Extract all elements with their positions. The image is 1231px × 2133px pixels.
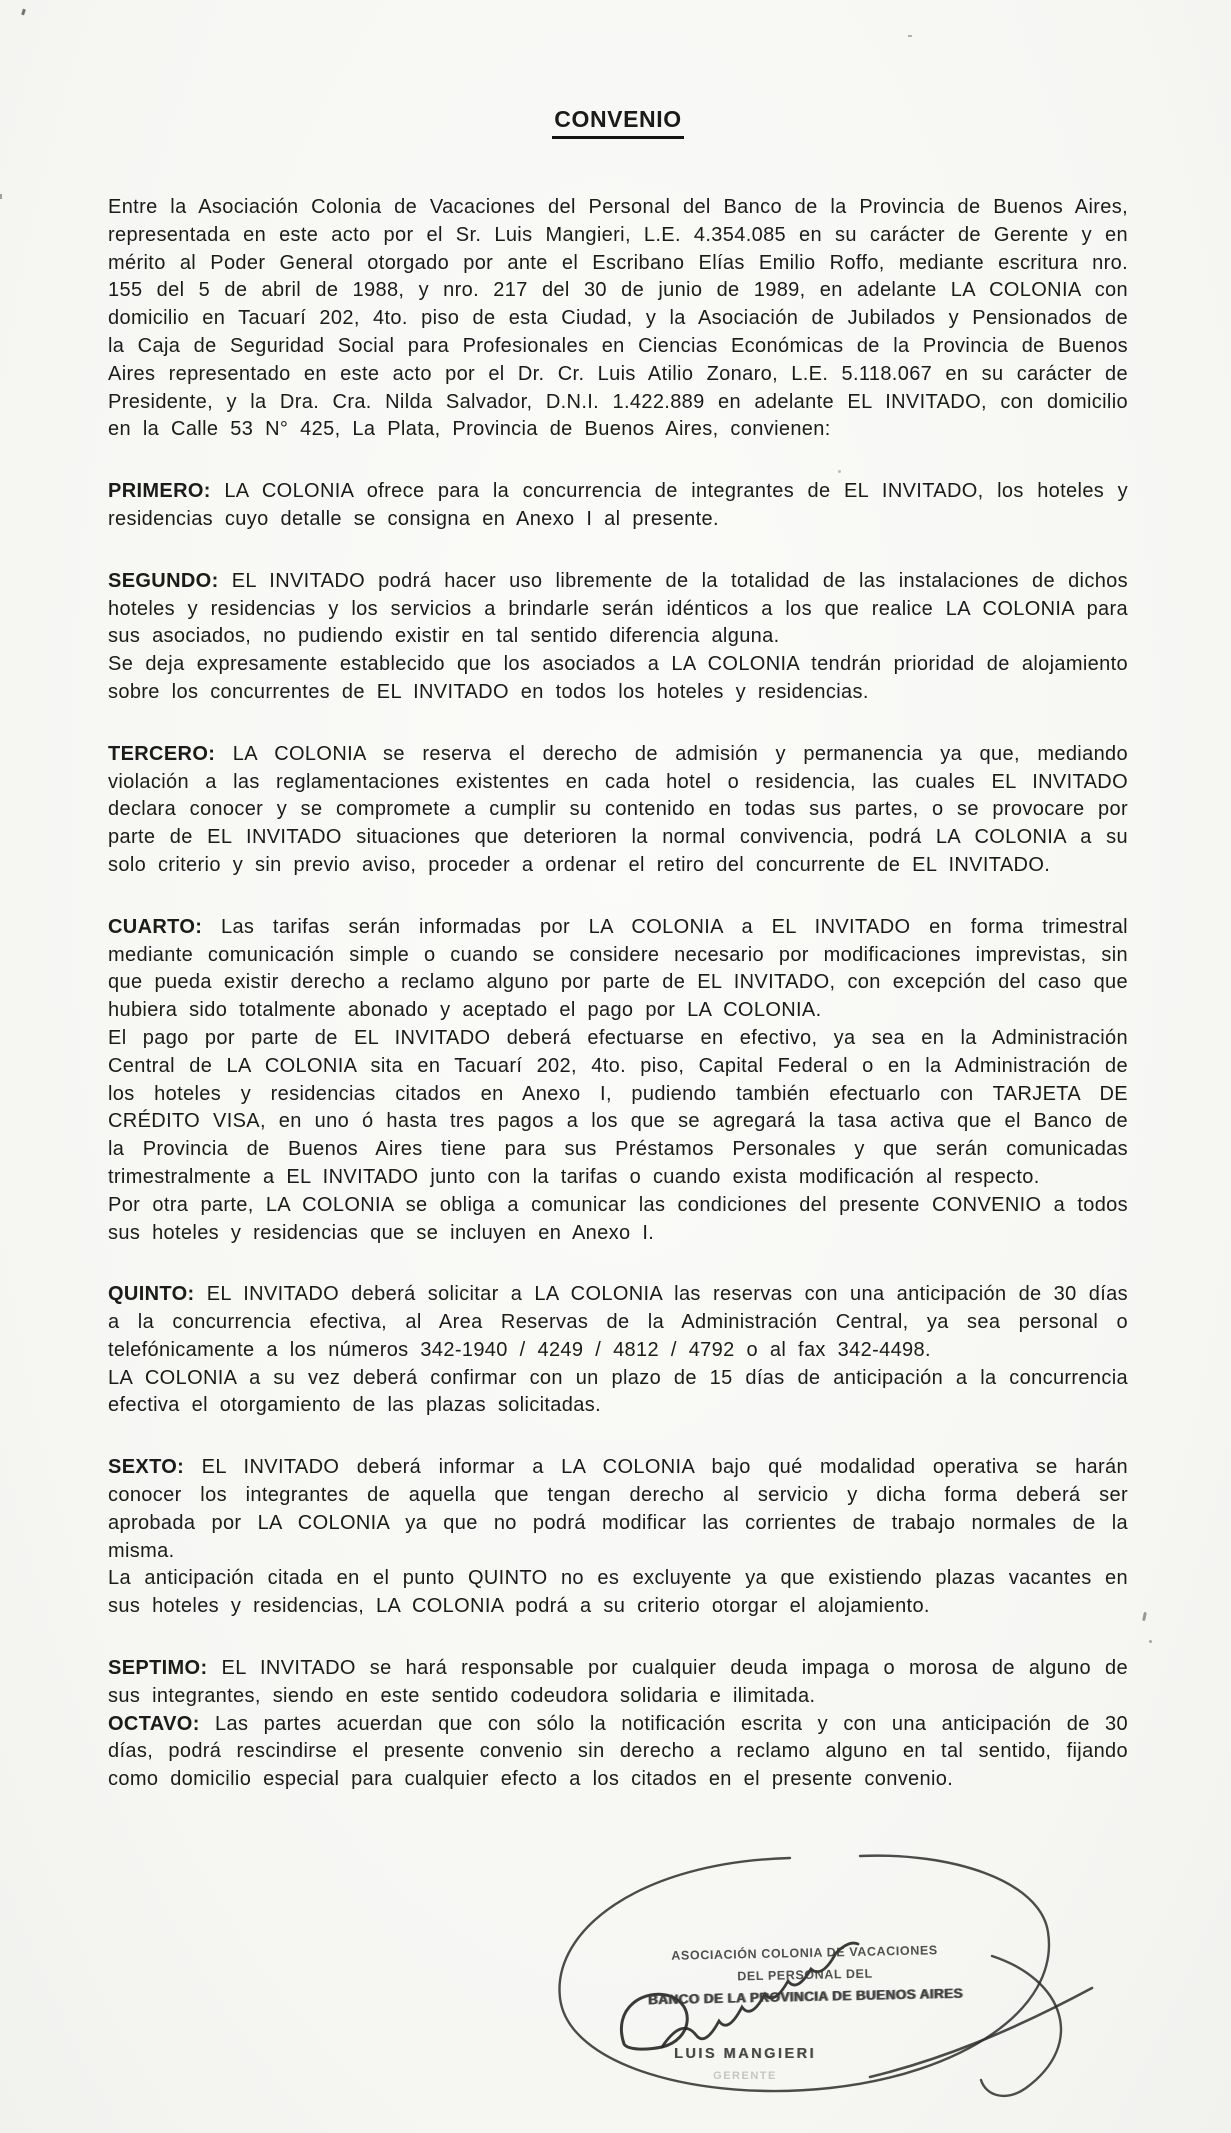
clause-label: TERCERO: xyxy=(108,742,216,765)
clause-quinto-continuation xyxy=(108,1365,1128,1421)
stamp-line-2: DEL PERSONAL DEL xyxy=(737,1966,873,1984)
clause-quinto xyxy=(108,1281,1128,1364)
clause-sexto-continuation xyxy=(108,1565,1128,1621)
page-title xyxy=(108,103,1128,139)
signature-block xyxy=(0,1830,1231,2130)
clause-body: Por otra parte, LA COLONIA se obliga a comunicar las condiciones del presente CONVENIO a todos sus hoteles y residencias que se incluyen en Anexo I. xyxy=(108,1193,1128,1244)
scan-artifact xyxy=(1142,1612,1147,1621)
signer-name: LUIS MANGIERI xyxy=(673,2046,817,2062)
clause-cuarto-continuation-1 xyxy=(108,1025,1128,1192)
clause-label: PRIMERO: xyxy=(108,480,211,503)
scan-artifact xyxy=(1149,1640,1152,1643)
clause-body: LA COLONIA a su vez deberá confirmar con un plazo de 15 días de anticipación a la concurrencia efectiva el otorgamiento de las plazas solicitadas. xyxy=(108,1366,1128,1417)
scan-artifact xyxy=(0,194,2,199)
clause-octavo xyxy=(108,1711,1128,1794)
clause-cuarto xyxy=(108,914,1128,1025)
clause-label: SEXTO: xyxy=(108,1456,185,1479)
organization-stamp xyxy=(574,1937,1035,2013)
clause-body: El pago por parte de EL INVITADO deberá efectuarse en efectivo, ya sea en la Administración Central de LA COLONIA sita en Tacuarí 202, 4to. piso, Capital Federal o en la Administración de los hoteles y residencias citados en Anexo I, pudiendo también efectuarlo con TARJETA DE CRÉDITO VISA, en uno ó hasta tres pagos a los que se agregará la tasa activa que el Banco de la Provincia de Buenos Aires tiene para sus Préstamos Personales y que serán comunicadas trimestralmente a EL INVITADO junto con la tarifas o cuando exista modificación al respecto. xyxy=(108,1026,1128,1188)
clause-body: LA COLONIA se reserva el derecho de admisión y permanencia ya que, mediando violación a las reglamentaciones existentes en cada hotel o residencia, las cuales EL INVITADO declara conocer y se compromete a cumplir su contenido en todas sus partes, o se provocare por parte de EL INVITADO situaciones que deterioren la normal convivencia, podrá LA COLONIA a su solo criterio y sin previo aviso, proceder a ordenar el retiro del concurrente de EL INVITADO. xyxy=(108,742,1128,876)
clause-tercero xyxy=(108,741,1128,880)
clause-body: Las tarifas serán informadas por LA COLONIA a EL INVITADO en forma trimestral mediante comunicación simple o cuando se considere necesario por modificaciones imprevistas, sin que pueda existir derecho a reclamo alguno por parte de EL INVITADO, con excepción del caso que hubiera sido totalmente abonado y aceptado el pago por LA COLONIA. xyxy=(108,915,1128,1022)
document-body xyxy=(108,0,1128,1794)
stamp-line-3: BANCO DE LA PROVINCIA DE BUENOS AIRES xyxy=(647,1985,963,2008)
clause-body: EL INVITADO deberá solicitar a LA COLONIA las reservas con una anticipación de 30 días a la concurrencia efectiva, al Area Reservas de la Administración Central, ya sea personal o telefónicamente a los números 342-1940 / 4249 / 4812 / 4792 o al fax 342-4498. xyxy=(108,1283,1128,1361)
clause-label: CUARTO: xyxy=(108,915,203,938)
clause-body: La anticipación citada en el punto QUINTO no es excluyente ya que existiendo plazas vacantes en sus hoteles y residencias, LA COLONIA podrá a su criterio otorgar el alojamiento. xyxy=(108,1567,1128,1618)
stamp-line-1: ASOCIACIÓN COLONIA DE VACACIONES xyxy=(671,1943,938,1963)
clause-body: EL INVITADO podrá hacer uso libremente de la totalidad de las instalaciones de dichos hoteles y residencias y los servicios a brindarle serán idénticos a los que realice LA COLONIA para sus asociados, no pudiendo existir en tal sentido diferencia alguna. xyxy=(108,569,1128,648)
clause-segundo-continuation xyxy=(108,651,1128,707)
scan-artifact xyxy=(21,9,26,16)
clause-label: SEPTIMO: xyxy=(108,1657,208,1680)
clause-body: EL INVITADO se hará responsable por cualquier deuda impaga o morosa de alguno de sus integrantes, siendo en este sentido codeudora solidaria e ilimitada. xyxy=(108,1657,1128,1707)
page-title-text: CONVENIO xyxy=(552,103,683,139)
signer-title: GERENTE xyxy=(713,2070,777,2082)
clause-label: SEGUNDO: xyxy=(108,569,219,592)
clause-cuarto-continuation-2 xyxy=(108,1192,1128,1248)
clause-body: LA COLONIA ofrece para la concurrencia de integrantes de EL INVITADO, los hoteles y residencias cuyo detalle se consigna en Anexo I al presente. xyxy=(108,480,1128,530)
intro-paragraph: Entre la Asociación Colonia de Vacaciones del Personal del Banco de la Provincia de Buenos Aires, representada en este acto por el Sr. Luis Mangieri, L.E. 4.354.085 en su carácter de Gerente y en mérito al Poder General otorgado por ante el Escribano Elías Emilio Roffo, mediante escritura nro. 155 del 5 de abril de 1988, y nro. 217 del 30 de junio de 1989, en adelante LA COLONIA con domicilio en Tacuarí 202, 4to. piso de esta Ciudad, y la Asociación de Jubilados y Pensionados de la Caja de Seguridad Social para Profesionales en Ciencias Económicas de la Provincia de Buenos Aires representado en este acto por el Dr. Cr. Luis Atilio Zonaro, L.E. 5.118.067 en su carácter de Presidente, y la Dra. Cra. Nilda Salvador, D.N.I. 1.422.889 en adelante EL INVITADO, con domicilio en la Calle 53 N° 425, La Plata, Provincia de Buenos Aires, convienen: xyxy=(108,196,1128,441)
clause-primero xyxy=(108,478,1128,534)
clause-septimo xyxy=(108,1655,1128,1711)
clause-body: EL INVITADO deberá informar a LA COLONIA bajo qué modalidad operativa se harán conocer los integrantes de aquella que tengan derecho al servicio y dicha forma deberá ser aprobada por LA COLONIA ya que no podrá modificar las corrientes de trabajo normales de la misma. xyxy=(108,1456,1128,1562)
clause-label: QUINTO: xyxy=(108,1283,195,1306)
clause-body: Las partes acuerdan que con sólo la notificación escrita y con una anticipación de 30 días, podrá rescindirse el presente convenio sin derecho a reclamo alguno en tal sentido, fijando como domicilio especial para cualquier efecto a los citados en el presente convenio. xyxy=(108,1712,1128,1791)
clause-body: Se deja expresamente establecido que los asociados a LA COLONIA tendrán prioridad de alojamiento sobre los concurrentes de EL INVITADO en todos los hoteles y residencias. xyxy=(108,653,1128,703)
clause-label: OCTAVO: xyxy=(108,1712,200,1735)
clause-sexto xyxy=(108,1454,1128,1565)
clause-segundo xyxy=(108,568,1128,651)
